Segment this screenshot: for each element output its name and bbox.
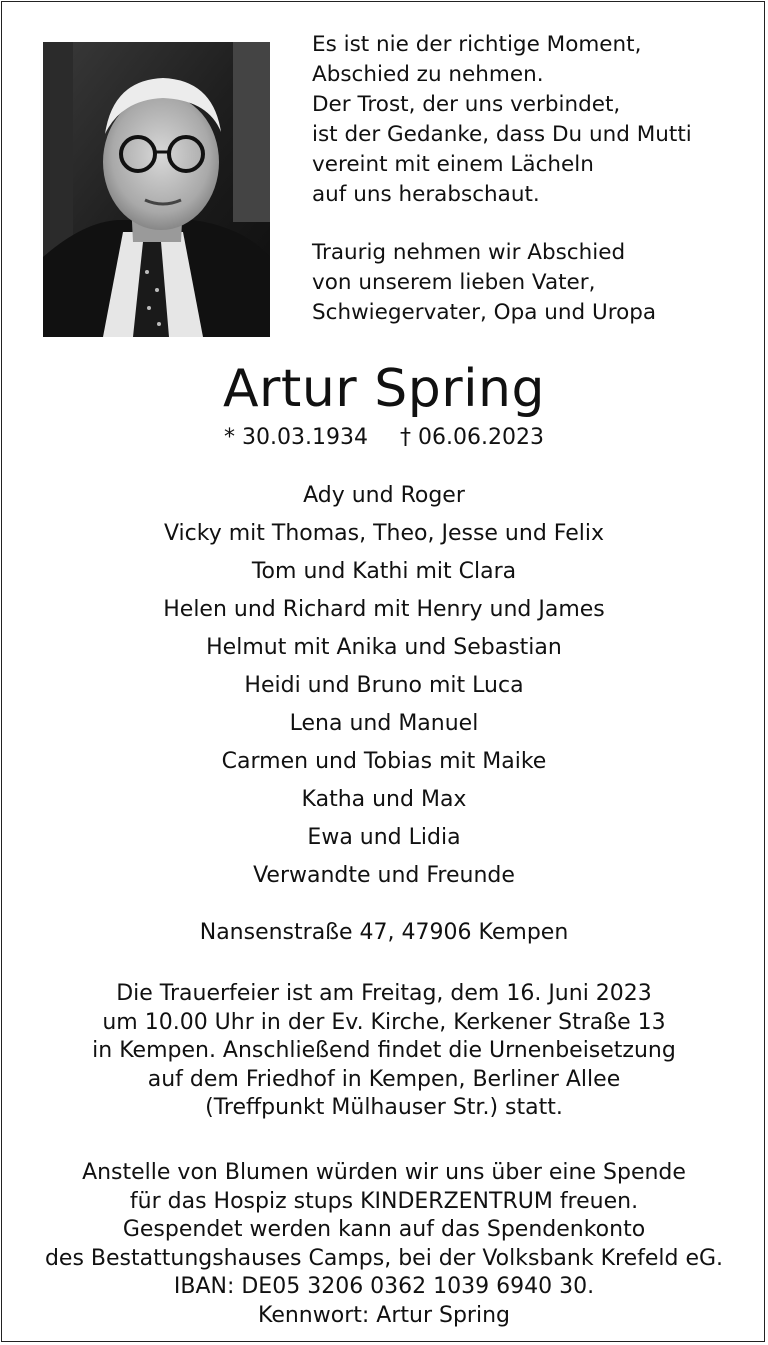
family-address: Nansenstraße 47, 47906 Kempen (199, 920, 569, 945)
life-dates (0, 423, 768, 453)
poem-line: Es ist nie der richtige Moment, (312, 32, 642, 57)
service-line: um 10.00 Uhr in der Ev. Kirche, Kerkener Straße 13 (102, 1009, 666, 1035)
donation-info (0, 1159, 768, 1330)
death-date: † 06.06.2023 (400, 425, 544, 450)
mourner-entry: Heidi und Bruno mit Luca (244, 673, 524, 698)
mourner-entry: Tom und Kathi mit Clara (251, 559, 517, 584)
farewell-line: von unserem lieben Vater, (312, 270, 596, 295)
stanza-gap (312, 210, 752, 238)
mourner-entry: Katha und Max (301, 787, 467, 812)
mourner-entry: Verwandte und Freunde (253, 863, 515, 888)
donation-line: Gespendet werden kann auf das Spendenkonto (122, 1217, 646, 1242)
poem (312, 30, 752, 328)
poem-line: ist der Gedanke, dass Du und Mutti (312, 122, 692, 147)
donation-line: für das Hospiz stups KINDERZENTRUM freuen. (129, 1188, 639, 1214)
service-line: (Treffpunkt Mülhauser Str.) statt. (205, 1095, 563, 1120)
mourner-entry: Ewa und Lidia (307, 825, 461, 850)
iban-line: IBAN: DE05 3206 0362 1039 6940 30. (173, 1274, 595, 1299)
deceased-name: Artur Spring (222, 359, 545, 419)
poem-line: Der Trost, der uns verbindet, (312, 92, 621, 117)
portrait-photo (43, 42, 270, 337)
mourners-list (0, 477, 768, 895)
service-line: in Kempen. Anschließend findet die Urnenbeisetzung (92, 1038, 676, 1063)
poem-line: Abschied zu nehmen. (312, 62, 544, 87)
keyword-line: Kennwort: Artur Spring (258, 1302, 510, 1328)
poem-line: auf uns herabschaut. (312, 182, 540, 207)
funeral-service-info (0, 980, 768, 1123)
birth-date: * 30.03.1934 (224, 425, 368, 450)
service-line: auf dem Friedhof in Kempen, Berliner Allee (147, 1066, 621, 1092)
farewell-line: Schwiegervater, Opa und Uropa (312, 300, 657, 325)
donation-line: Anstelle von Blumen würden wir uns über eine Spende (82, 1160, 686, 1185)
mourner-entry: Vicky mit Thomas, Theo, Jesse und Felix (163, 521, 605, 546)
farewell-line: Traurig nehmen wir Abschied (312, 240, 626, 265)
mourner-entry: Ady und Roger (303, 483, 465, 508)
mourner-entry: Helmut mit Anika und Sebastian (206, 635, 562, 660)
poem-line: vereint mit einem Lächeln (312, 152, 594, 177)
mourner-entry: Helen und Richard mit Henry und James (163, 597, 605, 622)
service-line: Die Trauerfeier ist am Freitag, dem 16. Juni 2023 (116, 981, 652, 1006)
mourner-entry: Lena und Manuel (289, 711, 479, 736)
mourner-entry: Carmen und Tobias mit Maike (221, 749, 547, 774)
donation-line: des Bestattungshauses Camps, bei der Volksbank Krefeld eG. (44, 1245, 724, 1271)
